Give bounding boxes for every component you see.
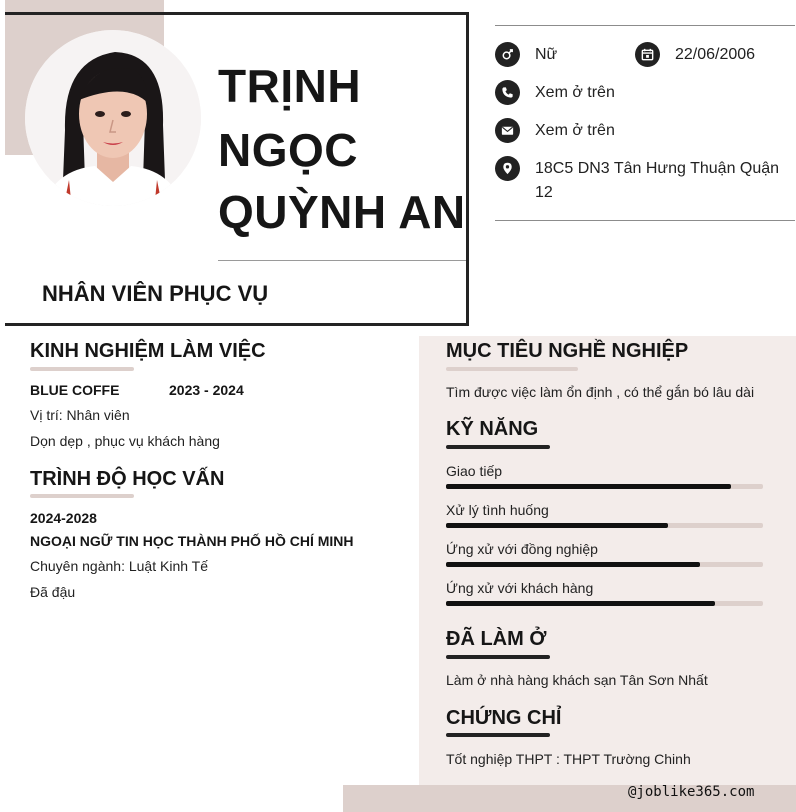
birthday-value: 22/06/2006	[675, 46, 756, 63]
experience-heading: KINH NGHIỆM LÀM VIỆC	[30, 340, 266, 362]
skill-bar-track	[446, 562, 763, 567]
experience-underline	[30, 367, 134, 371]
email-value: Xem ở trên	[535, 122, 615, 139]
worked-at-underline	[446, 655, 550, 659]
phone-icon	[495, 80, 520, 105]
calendar-icon	[635, 42, 660, 67]
info-bottom-divider	[495, 220, 795, 221]
worked-at-heading: ĐÃ LÀM Ở	[446, 628, 547, 650]
info-top-divider	[495, 25, 795, 26]
education-period: 2024-2028	[30, 510, 97, 526]
experience-description: Dọn dẹp , phục vụ khách hàng	[30, 433, 220, 449]
skill-bar-track	[446, 601, 763, 606]
experience-position: Vị trí: Nhân viên	[30, 407, 130, 423]
objective-underline	[446, 367, 578, 371]
avatar-photo-icon	[25, 30, 201, 206]
job-title: NHÂN VIÊN PHỤC VỤ	[42, 281, 269, 306]
skill-label: Ứng xử với khách hàng	[446, 580, 594, 596]
skill-bar-fill	[446, 601, 715, 606]
skill-bar-track	[446, 523, 763, 528]
watermark: @joblike365.com	[628, 784, 755, 800]
location-icon	[495, 156, 520, 181]
certificates-heading: CHỨNG CHỈ	[446, 707, 562, 729]
skill-bar-fill	[446, 484, 731, 489]
education-heading: TRÌNH ĐỘ HỌC VẤN	[30, 468, 225, 490]
objective-heading: MỤC TIÊU NGHỀ NGHIỆP	[446, 340, 689, 362]
gender-icon	[495, 42, 520, 67]
gender-value: Nữ	[535, 46, 558, 63]
education-underline	[30, 494, 134, 498]
skill-bar-fill	[446, 523, 668, 528]
skill-bar-track	[446, 484, 763, 489]
experience-period: 2023 - 2024	[169, 382, 244, 398]
name-divider	[218, 260, 466, 261]
email-icon	[495, 118, 520, 143]
skill-label: Xử lý tình huống	[446, 502, 549, 518]
phone-value: Xem ở trên	[535, 84, 615, 101]
skills-underline	[446, 445, 550, 449]
education-major: Chuyên ngành: Luật Kinh Tế	[30, 558, 208, 574]
certificates-text: Tốt nghiệp THPT : THPT Trường Chinh	[446, 751, 691, 767]
avatar	[25, 30, 201, 206]
skills-heading: KỸ NĂNG	[446, 418, 539, 440]
name-line-3: QUỲNH AN	[218, 186, 466, 238]
education-result: Đã đậu	[30, 584, 76, 600]
skill-label: Giao tiếp	[446, 463, 503, 479]
skill-label: Ứng xử với đồng nghiệp	[446, 541, 598, 557]
education-school: NGOẠI NGỮ TIN HỌC THÀNH PHỐ HỒ CHÍ MINH	[30, 533, 354, 549]
name-line-2: NGỌC	[218, 124, 358, 176]
skill-bar-fill	[446, 562, 700, 567]
certificates-underline	[446, 733, 550, 737]
objective-text: Tìm được việc làm ổn định , có thể gắn bó lâu dài	[446, 384, 755, 400]
address-line-1: 18C5 DN3 Tân Hưng Thuận Quận	[535, 160, 780, 177]
worked-at-text: Làm ở nhà hàng khách sạn Tân Sơn Nhất	[446, 672, 708, 688]
name-line-1: TRỊNH	[218, 60, 362, 112]
experience-company: BLUE COFFE	[30, 382, 120, 398]
address-line-2: 12	[535, 184, 553, 201]
